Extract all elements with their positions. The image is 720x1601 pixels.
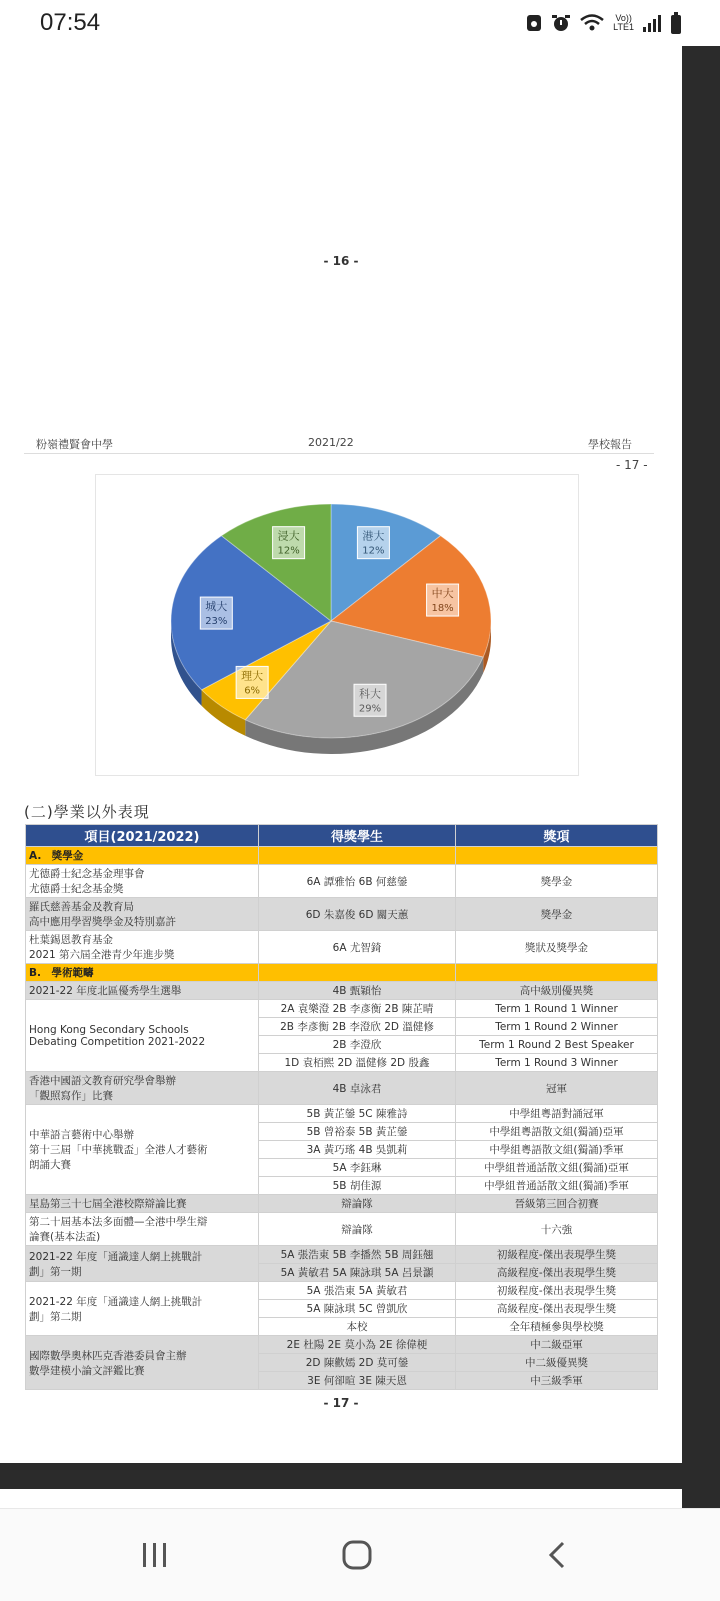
student-cell: 2D 陳歡嫣 2D 莫可鎣 — [259, 1354, 456, 1372]
pdf-page-17 — [0, 375, 682, 1463]
pie-value-label: 23% — [205, 616, 228, 628]
table-row — [26, 1213, 658, 1246]
award-cell: 中二級優異獎 — [456, 1354, 658, 1372]
wifi-icon — [579, 13, 605, 33]
student-cell: 5B 胡佳源 — [259, 1177, 456, 1195]
table-row — [26, 1246, 658, 1264]
home-icon — [341, 1539, 373, 1571]
table-row — [26, 1072, 658, 1105]
pdf-page-16 — [0, 46, 682, 393]
award-cell: 中二級亞軍 — [456, 1336, 658, 1354]
student-cell: 3A 黃巧瑤 4B 吳凱莉 — [259, 1141, 456, 1159]
item-line: 國際數學奧林匹克香港委員會主辦 — [29, 1349, 187, 1362]
item-line: 2021-22 年度「通識達人網上挑戰計 — [29, 1295, 203, 1308]
item-cell — [26, 1195, 259, 1213]
student-cell: 5B 黃芷鎣 5C 陳雅詩 — [259, 1105, 456, 1123]
award-cell: 中三級季軍 — [456, 1372, 658, 1390]
award-cell: 中學組普通話散文組(獨誦)亞軍 — [456, 1159, 658, 1177]
item-line: 2021-22 年度「通識達人網上挑戰計 — [29, 1250, 203, 1263]
item-cell — [26, 931, 259, 964]
pie-category-label: 中大 — [431, 587, 454, 601]
award-cell: 中學組普通話散文組(獨誦)季軍 — [456, 1177, 658, 1195]
item-cell — [26, 1000, 259, 1072]
student-cell: 辯論隊 — [259, 1195, 456, 1213]
pie-value-label: 29% — [358, 703, 382, 715]
item-line: 尤德爵士紀念基金獎 — [29, 883, 124, 895]
item-cell — [26, 1282, 259, 1336]
pie-category-label: 城大 — [205, 600, 228, 614]
screenshot-icon — [525, 13, 543, 33]
status-icons — [525, 12, 682, 34]
item-line: 數學建模小論文評鑑比賽 — [29, 1364, 145, 1377]
page-16-footer-number: - 16 - — [323, 254, 359, 268]
header-year: 2021/22 — [308, 436, 354, 449]
student-cell: 5A 李鈺琳 — [259, 1159, 456, 1177]
item-line: 2021-22 年度北區優秀學生選舉 — [29, 985, 182, 997]
pie-label-0 — [357, 527, 389, 559]
clock: 07:54 — [40, 9, 101, 36]
student-cell: 5B 曾裕泰 5B 黃芷鎣 — [259, 1123, 456, 1141]
pie-value-label: 6% — [244, 685, 261, 697]
item-line: 香港中國語文教育研究學會舉辦 — [29, 1075, 176, 1087]
back-button[interactable] — [527, 1533, 587, 1577]
award-cell: 中學組粵語散文組(獨誦)亞軍 — [456, 1123, 658, 1141]
pie-category-label: 浸大 — [277, 529, 300, 543]
back-icon — [546, 1540, 568, 1570]
home-button[interactable] — [327, 1533, 387, 1577]
signal-icon — [642, 14, 662, 32]
item-cell — [26, 1336, 259, 1390]
awards-table — [25, 824, 658, 1390]
student-cell: 4B 甄穎怡 — [259, 982, 456, 1000]
student-cell: 辯論隊 — [259, 1213, 456, 1246]
pdf-page-18 — [0, 1489, 682, 1508]
award-cell: 十六強 — [456, 1213, 658, 1246]
status-bar — [0, 0, 720, 46]
table-row — [26, 982, 658, 1000]
student-cell: 1D 袁栢熙 2D 溫健修 2D 殷鑫 — [259, 1054, 456, 1072]
student-cell: 2A 袁樂澄 2B 李彥衡 2B 陳芷晴 — [259, 1000, 456, 1018]
alarm-icon — [551, 13, 571, 33]
navigation-bar — [0, 1508, 720, 1601]
table-header-row — [26, 825, 658, 847]
award-cell: 高級程度-傑出表現學生獎 — [456, 1264, 658, 1282]
item-line: 羅氏慈善基金及教育局 — [29, 901, 134, 913]
section-label: A. 獎學金 — [26, 847, 259, 865]
item-cell — [26, 1246, 259, 1282]
item-line: Hong Kong Secondary Schools — [29, 1023, 189, 1036]
pie-label-1 — [427, 584, 459, 616]
student-cell: 4B 卓泳君 — [259, 1072, 456, 1105]
item-line: 第二十屆基本法多面體—全港中學生辯 — [29, 1216, 208, 1228]
table-row — [26, 1195, 658, 1213]
header-page-number: - 17 - — [616, 458, 648, 472]
item-cell — [26, 898, 259, 931]
pie-category-label: 科大 — [359, 687, 382, 701]
item-cell — [26, 1213, 259, 1246]
table-row — [26, 1282, 658, 1300]
table-row — [26, 1105, 658, 1123]
award-cell: 中學組粵語對誦冠軍 — [456, 1105, 658, 1123]
scrollbar[interactable] — [682, 46, 720, 1508]
pie-label-2 — [354, 684, 386, 716]
pie-category-label: 理大 — [241, 669, 264, 683]
table-row — [26, 865, 658, 898]
award-cell: 初級程度-傑出表現學生獎 — [456, 1246, 658, 1264]
item-line: Debating Competition 2021-2022 — [29, 1035, 206, 1048]
section-filler — [456, 964, 658, 982]
award-cell: 高級程度-傑出表現學生獎 — [456, 1300, 658, 1318]
award-cell: 中學組粵語散文組(獨誦)季軍 — [456, 1141, 658, 1159]
item-cell — [26, 1072, 259, 1105]
award-cell: Term 1 Round 3 Winner — [456, 1054, 658, 1072]
header-item: 項目(2021/2022) — [26, 825, 259, 847]
university-pie-chart — [95, 474, 579, 776]
section-row — [26, 847, 658, 865]
table-row — [26, 931, 658, 964]
header-awards: 獎項 — [456, 825, 658, 847]
volte-icon: Vo)) LTE1 — [613, 13, 634, 32]
header-school: 粉嶺禮賢會中學 — [36, 438, 113, 451]
table-row — [26, 1000, 658, 1018]
student-cell: 6A 譚雅怡 6B 何慈鎣 — [259, 865, 456, 898]
award-cell: 初級程度-傑出表現學生獎 — [456, 1282, 658, 1300]
student-cell: 2B 李澄欣 — [259, 1036, 456, 1054]
student-cell: 5A 黃敏君 5A 陳詠琪 5A 呂景灝 — [259, 1264, 456, 1282]
header-students: 得獎學生 — [259, 825, 456, 847]
section-filler — [259, 847, 456, 865]
section-filler — [456, 847, 658, 865]
award-cell: 獎狀及獎學金 — [456, 931, 658, 964]
item-line: 劃」第二期 — [29, 1310, 82, 1323]
item-line: 朗誦大賽 — [29, 1159, 71, 1171]
section-row — [26, 964, 658, 982]
student-cell: 6A 尤智錡 — [259, 931, 456, 964]
award-cell: 冠軍 — [456, 1072, 658, 1105]
header-report: 學校報告 — [588, 438, 632, 451]
item-line: 杜葉錫恩教育基金 — [29, 934, 113, 946]
pie-value-label: 12% — [277, 545, 300, 557]
item-line: 高中應用學習獎學金及特別嘉許 — [29, 916, 176, 928]
pdf-viewer[interactable] — [0, 46, 720, 1508]
pie-value-label: 12% — [362, 545, 385, 557]
pie-label-3 — [236, 666, 268, 698]
student-cell: 5A 張浩東 5A 黃敏君 — [259, 1282, 456, 1300]
pie-label-4 — [200, 597, 232, 629]
award-cell: 獎學金 — [456, 898, 658, 931]
item-line: 「觀照寫作」比賽 — [29, 1090, 113, 1102]
award-cell: Term 1 Round 1 Winner — [456, 1000, 658, 1018]
award-cell: Term 1 Round 2 Winner — [456, 1018, 658, 1036]
table-row — [26, 1336, 658, 1354]
student-cell: 3E 何卻暄 3E 陳天恩 — [259, 1372, 456, 1390]
item-line: 劃」第一期 — [29, 1265, 82, 1278]
pie-value-label: 18% — [431, 603, 454, 615]
table-row — [26, 898, 658, 931]
recent-apps-button[interactable] — [125, 1533, 185, 1577]
section-label: B. 學術範疇 — [26, 964, 259, 982]
award-cell: 晉級第三回合初賽 — [456, 1195, 658, 1213]
item-cell — [26, 982, 259, 1000]
student-cell: 2E 杜陽 2E 莫小為 2E 徐偉梗 — [259, 1336, 456, 1354]
award-cell: Term 1 Round 2 Best Speaker — [456, 1036, 658, 1054]
award-cell: 高中級別優異獎 — [456, 982, 658, 1000]
battery-icon — [670, 12, 682, 34]
student-cell: 2B 李彥衡 2B 李澄欣 2D 溫健修 — [259, 1018, 456, 1036]
item-line: 2021 第六屆全港青少年進步獎 — [29, 949, 175, 961]
item-line: 尤德爵士紀念基金理事會 — [29, 868, 145, 880]
item-cell — [26, 1105, 259, 1195]
item-cell — [26, 865, 259, 898]
award-cell: 全年積極參與學校獎 — [456, 1318, 658, 1336]
item-line: 第十三屆「中華挑戰盃」全港人才藝術 — [29, 1144, 208, 1156]
section-filler — [259, 964, 456, 982]
page-17-footer-number: - 17 - — [323, 1396, 359, 1410]
student-cell: 6D 朱嘉俊 6D 關天蕙 — [259, 898, 456, 931]
section-title: (二)學業以外表現 — [24, 803, 150, 821]
table-body — [26, 847, 658, 1390]
pie-svg — [96, 475, 578, 775]
pie-label-5 — [273, 527, 305, 559]
recent-apps-icon — [140, 1541, 170, 1569]
item-line: 中華語言藝術中心舉辦 — [29, 1129, 134, 1141]
pie-category-label: 港大 — [362, 529, 385, 543]
award-cell: 獎學金 — [456, 865, 658, 898]
student-cell: 5A 張浩東 5B 李播然 5B 周鈺翹 — [259, 1246, 456, 1264]
item-line: 星島第三十七屆全港校際辯論比賽 — [29, 1198, 187, 1210]
header-rule — [24, 453, 654, 454]
student-cell: 5A 陳詠琪 5C 曾凱欣 — [259, 1300, 456, 1318]
item-line: 論賽(基本法盃) — [29, 1231, 101, 1243]
student-cell: 本校 — [259, 1318, 456, 1336]
